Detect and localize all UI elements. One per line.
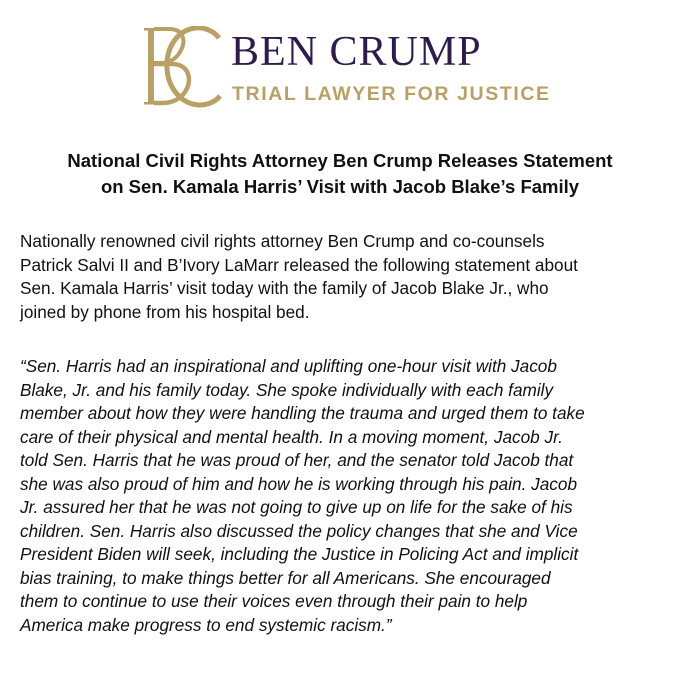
quote-line: “Sen. Harris had an inspirational and uplifting one-hour visit with Jacob (20, 356, 557, 376)
quote-line: member about how they were handling the trauma and urged them to take (20, 403, 585, 423)
firm-tagline: TRIAL LAWYER FOR JUSTICE (232, 83, 551, 105)
quote-line: she was also proud of him and how he is working through his pain. Jacob (20, 473, 578, 494)
quote-line: Blake, Jr. and his family today. She spoke individually with each family (20, 379, 554, 400)
statement-quote (20, 355, 665, 637)
quote-line: Jr. assured her that he was not going to give up on life for the sake of his (20, 497, 573, 517)
quote-line: President Biden will seek, including the Justice in Policing Act and implicit (20, 544, 579, 564)
intro-line: Nationally renowned civil rights attorney Ben Crump and co-counsels (20, 231, 545, 251)
intro-line: joined by phone from his hospital bed. (20, 301, 310, 322)
headline-line: on Sen. Kamala Harris’ Visit with Jacob Blake’s Family (100, 176, 580, 197)
quote-line: America make progress to end systemic racism.” (20, 614, 392, 635)
intro-line: Sen. Kamala Harris’ visit today with the family of Jacob Blake Jr., who (20, 278, 549, 298)
quote-line: bias training, to make things better for all Americans. She encouraged (20, 567, 551, 588)
press-release-headline (20, 148, 660, 200)
quote-line: care of their physical and mental health. In a moving moment, Jacob Jr. (20, 426, 563, 447)
headline-line: National Civil Rights Attorney Ben Crump Releases Statement (67, 150, 613, 171)
quote-line: told Sen. Harris that he was proud of her, and the senator told Jacob that (20, 450, 574, 470)
intro-line: Patrick Salvi II and B’Ivory LaMarr released the following statement about (20, 254, 578, 275)
intro-paragraph (20, 230, 665, 324)
letterhead (0, 22, 680, 112)
firm-name: BEN CRUMP (231, 29, 482, 75)
quote-line: children. Sen. Harris also discussed the policy changes that she and Vice (20, 520, 578, 541)
quote-line: them to continue to use their voices even through their pain to help (20, 591, 528, 611)
bc-monogram-logo-icon (139, 26, 224, 108)
